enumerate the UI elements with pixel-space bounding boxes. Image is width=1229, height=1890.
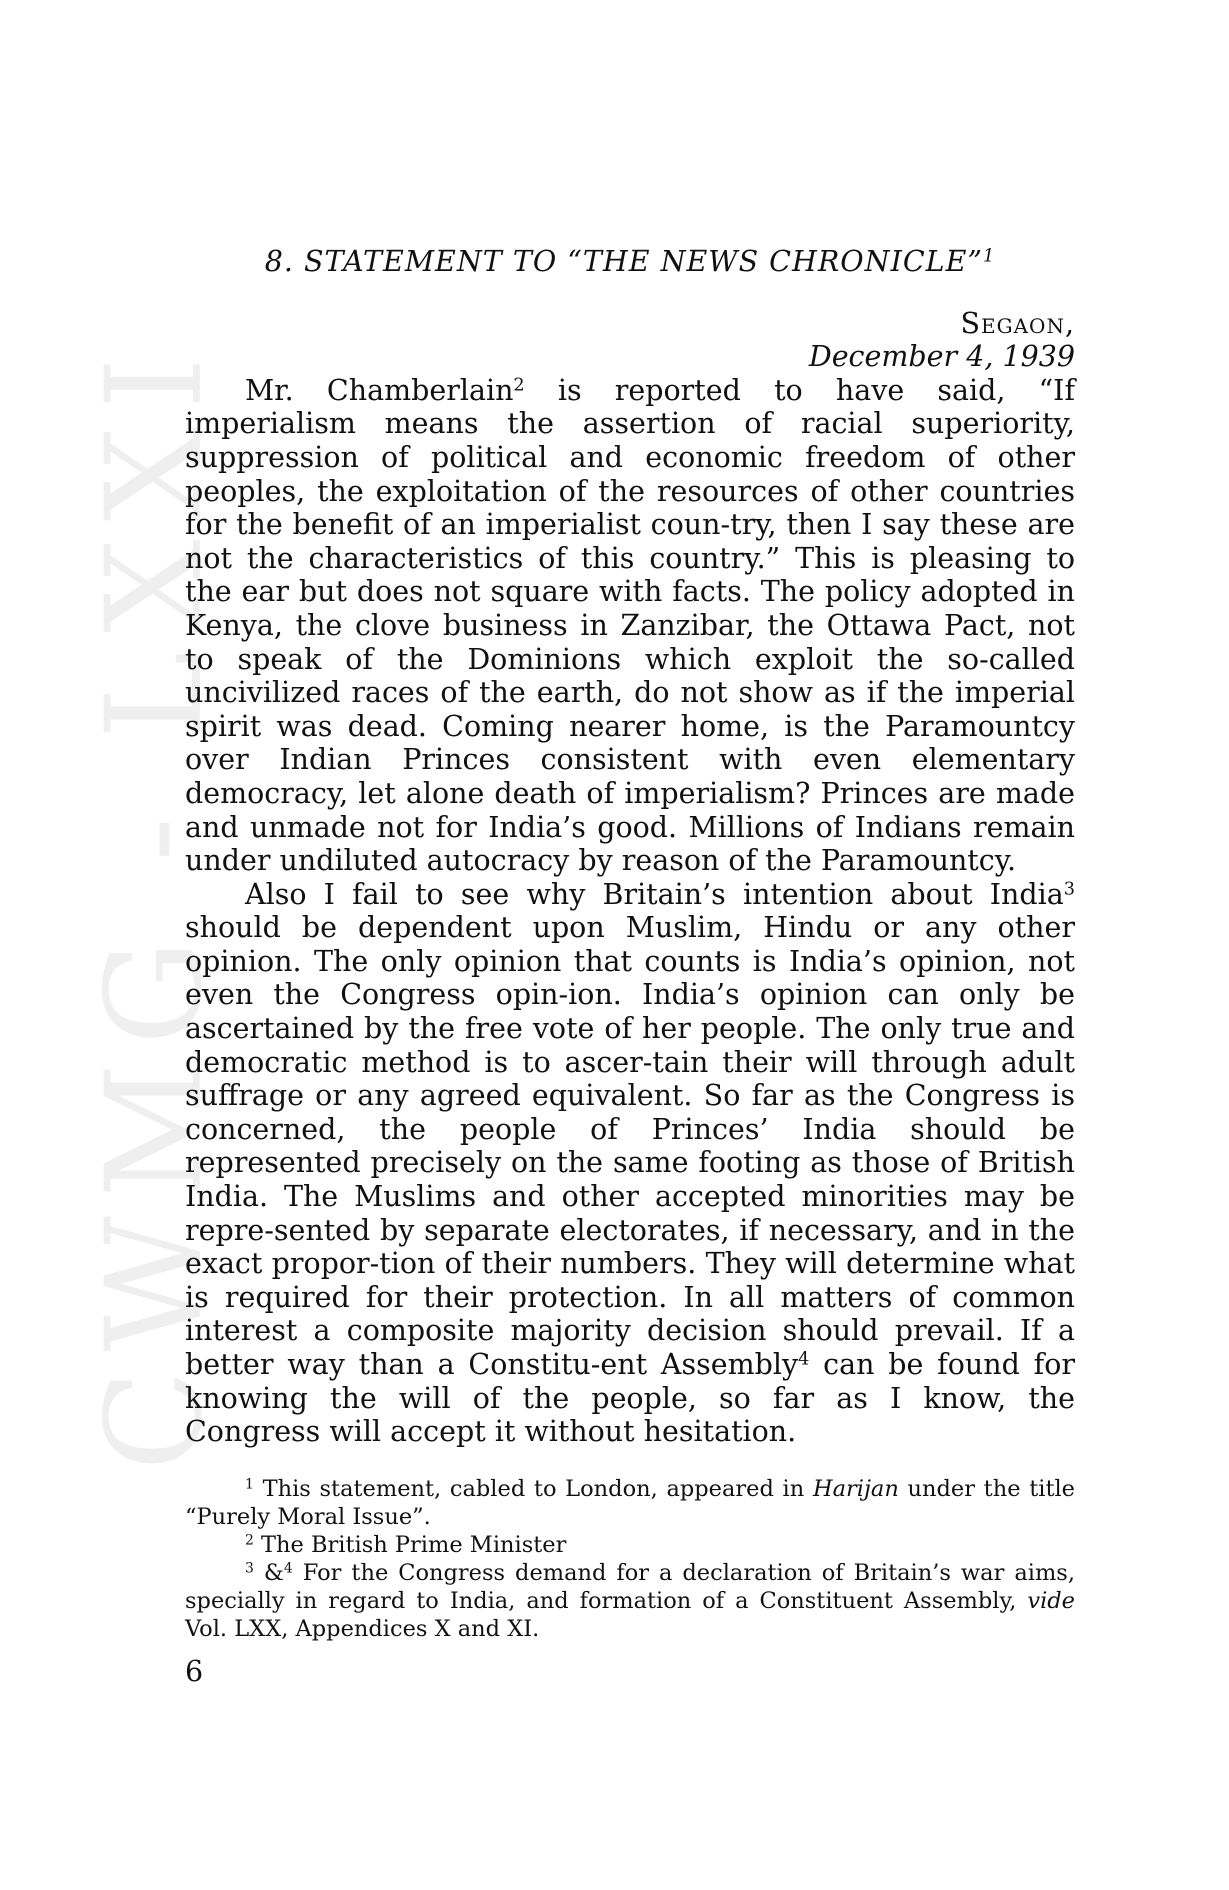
footnote-vide: vide bbox=[1027, 1587, 1075, 1614]
dateline-place: Segaon, bbox=[960, 306, 1075, 340]
paragraph-2 bbox=[185, 878, 1075, 1449]
footnote-4-number: 4 bbox=[283, 1560, 293, 1577]
footnote-ampersand: & bbox=[253, 1559, 284, 1586]
footnote-1 bbox=[185, 1475, 1075, 1531]
p1-ref-2: 2 bbox=[513, 375, 525, 396]
footnotes bbox=[185, 1475, 1075, 1643]
dateline-date: December 4, 1939 bbox=[808, 340, 1075, 374]
page bbox=[185, 245, 1075, 1688]
footnote-3-4-text-a: For the Congress demand for a declaration of Britain’s war aims, specially in regard to India, and formation of a Constituent Assembly, bbox=[185, 1559, 1075, 1614]
title-number: 8. bbox=[264, 245, 294, 278]
footnote-3-4-text-b: Vol. LXX, Appendices X and XI. bbox=[185, 1615, 540, 1642]
p2-ref-3: 3 bbox=[1063, 878, 1075, 899]
footnote-3-number: 3 bbox=[245, 1560, 254, 1577]
dateline bbox=[185, 307, 1075, 374]
footnote-1-title: Harijan bbox=[812, 1475, 899, 1502]
watermark-text: CWMG - LXXI bbox=[78, 339, 233, 1471]
p1-text-a: Mr. Chamberlain bbox=[245, 373, 514, 407]
p2-text-a: Also I fail to see why Britain’s intention about India bbox=[245, 877, 1064, 911]
footnote-3-4 bbox=[185, 1559, 1075, 1643]
footnote-1-number: 1 bbox=[245, 1476, 254, 1493]
p1-text-b: is reported to have said, “If imperialism means the assertion of racial superiority, suppression of political and economic freedom of other peoples, the exploitation of the resources of other countries for the benefit of an imperialist coun-try, then I say these are not the characteristics of this country.” This is pleasing to the ear but does not square with facts. The policy adopted in Kenya, the clove business in Zanzibar, the Ottawa Pact, not to speak of the Dominions which exploit the so-called uncivilized races of the earth, do not show as if the imperial spirit was dead. Coming nearer home, is the Paramountcy over Indian Princes consistent with even elementary democracy, let alone death of imperialism? Princes are made and unmade not for India’s good. Millions of Indians remain under undiluted autocracy by reason of the Paramountcy. bbox=[185, 373, 1075, 878]
p2-text-b: should be dependent upon Muslim, Hindu or any other opinion. The only opinion that counts is India’s opinion, not even the Congress opin-ion. India’s opinion can only be ascertained by the free vote of her people. The only true and democratic method is to ascer-tain their will through adult suffrage or any agreed equivalent. So far as the Congress is concerned, the people of Princes’ India should be represented precisely on the same footing as those of British India. The Muslims and other accepted minorities may be repre-sented by separate electorates, if necessary, and in the exact propor-tion of their numbers. They will determine what is required for their protection. In all matters of common interest a composite majority decision should prevail. If a better way than a Constitu-ent Assembly bbox=[185, 911, 1075, 1381]
footnote-2 bbox=[185, 1531, 1075, 1559]
footnote-2-text: The British Prime Minister bbox=[253, 1531, 567, 1558]
page-number: 6 bbox=[185, 1654, 204, 1688]
paragraph-1 bbox=[185, 374, 1075, 878]
page-title bbox=[185, 245, 1075, 279]
footnote-1-text-b: under the title “Purely Moral Issue”. bbox=[185, 1475, 1075, 1530]
title-note-ref: 1 bbox=[982, 246, 996, 267]
p2-ref-4: 4 bbox=[798, 1349, 810, 1370]
footnote-2-number: 2 bbox=[245, 1532, 254, 1549]
body-text bbox=[185, 374, 1075, 1449]
footnote-1-text-a: This statement, cabled to London, appeared in bbox=[253, 1475, 813, 1502]
title-text: STATEMENT TO “THE NEWS CHRONICLE” bbox=[304, 245, 983, 278]
p2-text-c: can be found for knowing the will of the people, so far as I know, the Congress will accept it without hesitation. bbox=[185, 1348, 1075, 1449]
